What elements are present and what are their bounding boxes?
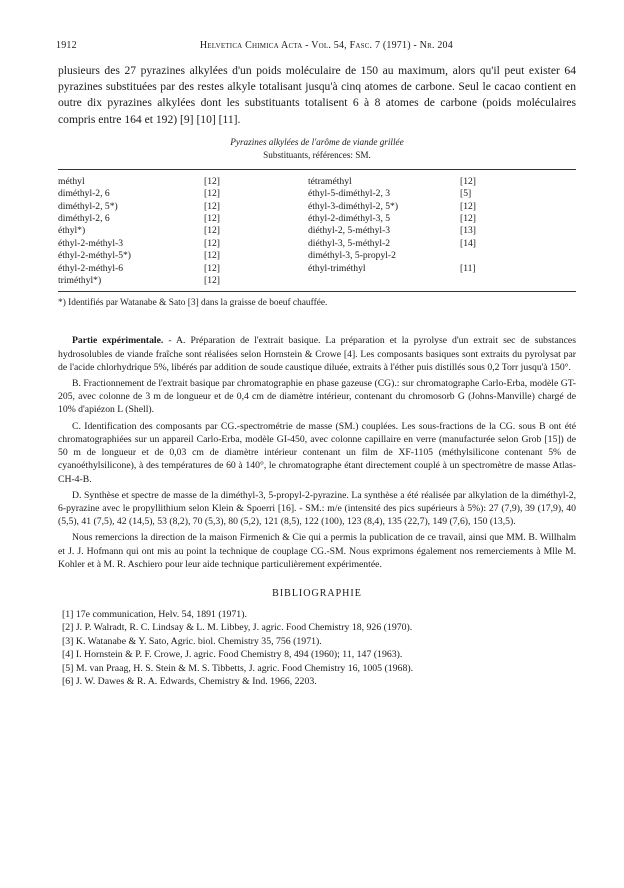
table-cell-name: éthyl-2-méthyl-5*)	[58, 250, 131, 262]
table-cell-name: éthyl*)	[58, 225, 86, 237]
table-cell-name: éthyl-5-diméthyl-2, 3	[308, 188, 391, 200]
table-cell-name: diéthyl-2, 5-méthyl-3	[308, 225, 391, 237]
paragraph-c: C. Identification des composants par CG.-spectrométrie de masse (SM.) couplées. Les sous-fractions de la CG. sous B ont été chromatographiées sur un appareil Carlo-Erba, modèle GI-450, avec colonne capillaire en verre (manufacturée selon Grob [15]) de 50 m de longueur et de 0,03 cm de diamètre intérieur contenant un film de XF-1105 (méthylsilicone contenant 5% de cyanoéthylsilicone), à des températures de 60 à 140°, le chromatographe étant directement couplé à un spectromètre de masse Atlas-CH-4-B.	[58, 420, 576, 485]
table-subtitle: Substituants, références: SM.	[263, 149, 371, 160]
table-cell-ref: [14]	[460, 237, 476, 249]
intro-paragraph: plusieurs des 27 pyrazines alkylées d'un poids moléculaire de 150 au maximum, alors qu'il peut exister 64 pyrazines substituées par des restes alkyle totalisant jusqu'à cinq atomes de carbone. Seul le cacao contient en outre dix pyrazines alkylées dont les substituants totalisent 6 à 8 atomes de carbone (poids moléculaires compris entre 164 et 192) [9] [10] [11].	[58, 64, 576, 126]
paragraph-b: B. Fractionnement de l'extrait basique par chromatographie en phase gazeuse (CG).: sur chromatographe Carlo-Erba, modèle GT-205, avec colonne de 3 m de longueur et de 0,4 cm de diamètre intérieur, contenant du chromosorb G (Johns-Manville) chargé de 10% d'apiézon L (Shell).	[58, 378, 576, 416]
table-cell-ref: [12]	[460, 175, 476, 187]
table-caption	[58, 136, 576, 162]
table-bottom-rule	[58, 291, 576, 292]
paragraph-d: D. Synthèse et spectre de masse de la diméthyl-3, 5-propyl-2-pyrazine. La synthèse a été réalisée par alkylation de la diméthyl-2, 6-pyrazine avec le propyllithium selon Klein & Spoerri [16]. - SM.: m/e (intensité des pics supérieurs à 5%): 27 (7,9), 39 (17,9), 40 (5,5), 41 (7,5), 42 (14,5), 53 (8,2), 70 (5,3), 80 (5,2), 121 (8,5), 122 (100), 123 (8,4), 135 (22,7), 149 (7,6), 150 (13,5).	[58, 489, 576, 528]
bibliography-entry: [4] I. Hornstein & P. F. Crowe, J. agric. Food Chemistry 8, 494 (1960); 11, 147 (1963).	[62, 649, 403, 661]
table-cell-ref: [13]	[460, 225, 476, 237]
table-cell-ref: [12]	[204, 213, 220, 225]
table-cell-name: diméthyl-3, 5-propyl-2	[308, 250, 396, 262]
acknowledgements: Nous remercions la direction de la maison Firmenich & Cie qui a permis la publication de ce travail, ainsi que MM. B. Willhalm et J. J. Hofmann qui ont mis au point la technique de couplage CG.-SM. Nous exprimons également nos remerciements à Mlle M. Kohler et à M. R. Aschiero pour leur aide technique particulièrement expérimentée.	[58, 532, 576, 570]
table-cell-ref: [5]	[460, 188, 472, 200]
table-cell-ref: [12]	[204, 250, 220, 262]
table-cell-name: éthyl-2-méthyl-3	[58, 237, 124, 249]
table-cell-ref: [11]	[460, 262, 476, 274]
page	[58, 40, 576, 688]
right-refs-column	[460, 176, 500, 288]
table-cell-name: méthyl	[58, 175, 85, 187]
bibliography-entry: [3] K. Watanabe & Y. Sato, Agric. biol. Chemistry 35, 756 (1971).	[62, 635, 322, 647]
table-cell-ref	[460, 250, 500, 262]
journal-title: Helvetica Chimica Acta - Vol. 54, Fasc. 7 (1971) - Nr. 204	[199, 40, 453, 51]
left-names-column	[58, 176, 204, 288]
table-cell-ref: [12]	[204, 237, 220, 249]
table-footnote: *) Identifiés par Watanabe & Sato [3] dans la graisse de boeuf chauffée.	[58, 298, 328, 309]
right-names-column	[308, 176, 460, 288]
bibliography-list	[58, 608, 576, 688]
table-cell-ref: [12]	[204, 175, 220, 187]
experimental-section	[58, 334, 576, 570]
table-title: Pyrazines alkylées de l'arôme de viande grillée	[230, 136, 404, 147]
bibliography-entry: [5] M. van Praag, H. S. Stein & M. S. Tibbetts, J. agric. Food Chemistry 16, 1005 (1968).	[62, 662, 414, 674]
bibliography-entry: [2] J. P. Walradt, R. C. Lindsay & L. M. Libbey, J. agric. Food Chemistry 18, 926 (1970).	[62, 622, 413, 634]
section-title: Partie expérimentale.	[72, 335, 164, 347]
table-cell-name: diméthyl-2, 6	[58, 188, 110, 200]
table-cell-ref: [12]	[204, 188, 220, 200]
table-cell-ref: [12]	[204, 225, 220, 237]
bibliography-entry: [6] J. W. Dawes & R. A. Edwards, Chemistry & Ind. 1966, 2203.	[62, 675, 317, 687]
left-refs-column	[204, 176, 308, 288]
table-cell-ref: [12]	[204, 262, 220, 274]
table-cell-ref: [12]	[460, 200, 476, 212]
bibliography-entry: [1] 17e communication, Helv. 54, 1891 (1971).	[62, 608, 247, 620]
table-cell-name: tétraméthyl	[308, 175, 352, 187]
table-cell-name: éthyl-2-méthyl-6	[58, 262, 124, 274]
table-cell-name: diéthyl-3, 5-méthyl-2	[308, 237, 391, 249]
table-cell-ref: [12]	[204, 200, 220, 212]
page-number: 1912	[56, 40, 77, 51]
paragraph-a: Partie expérimentale. - A. Préparation de l'extrait basique. La préparation et la pyrolyse d'un extrait sec de substances hydrosolubles de viande fraîche sont réalisées selon Hornstein & Crowe [4]. Les composants basiques sont extraits du pyrolysat par de l'acide chlorhydrique 5%, libérés par addition de soude caustique diluée, extraits à l'éther puis distillés sous 0,2 Torr jusqu'à 150°.	[58, 335, 576, 373]
table-cell-ref: [12]	[460, 213, 476, 225]
table-cell-name: diméthyl-2, 5*)	[58, 200, 118, 212]
table-cell-name: diméthyl-2, 6	[58, 213, 110, 225]
pyrazine-table	[58, 169, 576, 309]
bibliography-heading: BIBLIOGRAPHIE	[272, 587, 362, 599]
table-cell-name: éthyl-2-diméthyl-3, 5	[308, 213, 391, 225]
table-cell-name: éthyl-triméthyl	[308, 262, 366, 274]
running-header	[56, 40, 576, 51]
table-cell-ref: [12]	[204, 275, 220, 287]
table-cell-name: triméthyl*)	[58, 275, 102, 287]
table-cell-name: éthyl-3-diméthyl-2, 5*)	[308, 200, 399, 212]
